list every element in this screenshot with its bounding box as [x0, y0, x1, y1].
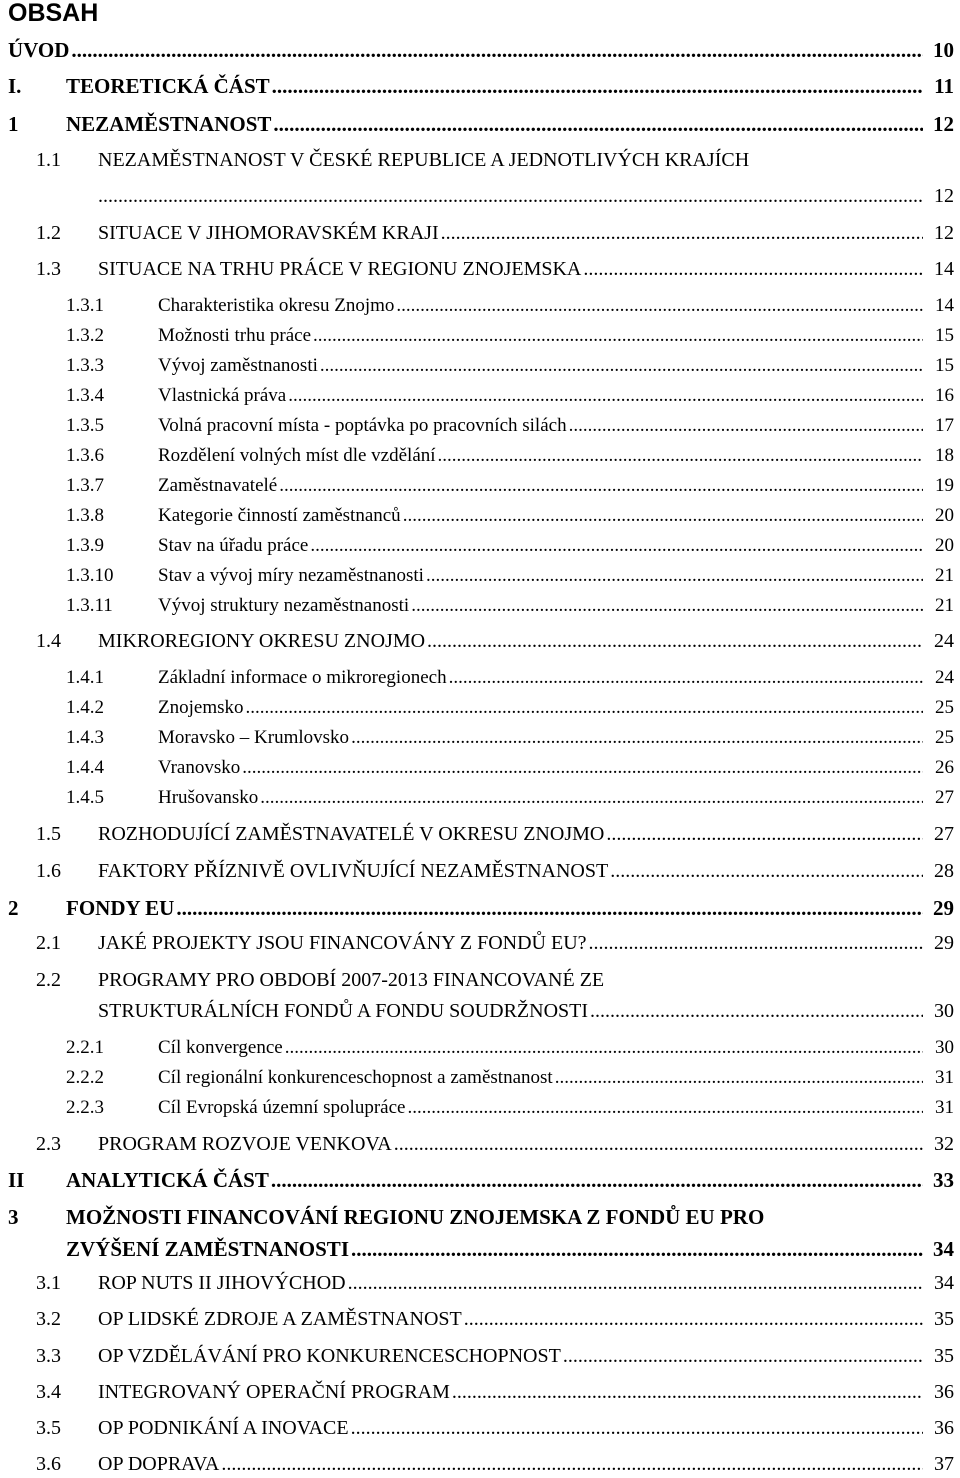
- toc-entry-2-2-2[interactable]: [0, 1064, 960, 1092]
- toc-entry-1-5[interactable]: [0, 820, 960, 848]
- toc-entry-part-2[interactable]: [0, 1166, 960, 1194]
- toc-number: 1.5: [36, 823, 61, 845]
- toc-entry-chapter-1[interactable]: [0, 110, 960, 138]
- toc-number: 1.3.6: [66, 445, 104, 466]
- toc-entry-1-3-3[interactable]: [0, 352, 960, 380]
- toc-entry-3-3[interactable]: [0, 1342, 960, 1370]
- toc-number: 2.2.1: [66, 1037, 104, 1058]
- toc-title: Cíl Evropská územní spolupráce: [158, 1097, 406, 1118]
- dot-leader: [427, 627, 923, 655]
- toc-title: MOŽNOSTI FINANCOVÁNÍ REGIONU ZNOJEMSKA Z FONDŮ EU PRO: [66, 1205, 765, 1229]
- dot-leader: [176, 894, 923, 922]
- toc-entry-2-2[interactable]: [0, 966, 960, 1028]
- toc-number: 1.3.7: [66, 475, 104, 496]
- toc-entry-3-2[interactable]: [0, 1305, 960, 1333]
- toc-number: 3.1: [36, 1272, 61, 1294]
- toc-page: 10: [933, 38, 954, 62]
- toc-number: 1.3.3: [66, 355, 104, 376]
- toc-page: 18: [935, 445, 954, 466]
- toc-page: 15: [935, 325, 954, 346]
- dot-leader: [351, 1235, 923, 1263]
- dot-leader: [563, 1342, 923, 1370]
- toc-page: 17: [935, 415, 954, 436]
- toc-title: OP DOPRAVA: [98, 1453, 220, 1475]
- toc-title: Hrušovansko: [158, 787, 259, 808]
- toc-number: 1.3.9: [66, 535, 104, 556]
- toc-entry-2-2-3[interactable]: [0, 1094, 960, 1122]
- toc-page: 29: [934, 932, 954, 954]
- toc-title: Vývoj struktury nezaměstnanosti: [158, 595, 410, 616]
- toc-number: 1.3.8: [66, 505, 104, 526]
- toc-page: 25: [935, 697, 954, 718]
- toc-entry-3-1[interactable]: [0, 1269, 960, 1297]
- toc-page: 14: [935, 295, 954, 316]
- toc-entry-3-6[interactable]: [0, 1450, 960, 1478]
- toc-entry-2-2-1[interactable]: [0, 1034, 960, 1062]
- toc-entry-1-4-5[interactable]: [0, 784, 960, 812]
- dot-leader: [285, 1034, 923, 1062]
- dot-leader: [273, 110, 923, 138]
- toc-number: 1.4: [36, 630, 61, 652]
- toc-page: 12: [934, 185, 954, 207]
- dot-leader: [246, 694, 924, 722]
- toc-page: 25: [935, 727, 954, 748]
- toc-title-continued: ZVÝŠENÍ ZAMĚSTNANOSTI: [66, 1237, 349, 1261]
- dot-leader: [464, 1305, 923, 1333]
- toc-page: 15: [935, 355, 954, 376]
- toc-title: Cíl konvergence: [158, 1037, 283, 1058]
- toc-number: 1.3.5: [66, 415, 104, 436]
- toc-page: 30: [934, 1000, 954, 1022]
- toc-title: Moravsko – Krumlovsko: [158, 727, 350, 748]
- toc-title: MIKROREGIONY OKRESU ZNOJMO: [98, 630, 426, 652]
- toc-number: 3.3: [36, 1345, 61, 1367]
- toc-page: 35: [934, 1345, 954, 1367]
- toc-number: 1.4.2: [66, 697, 104, 718]
- toc-entry-part-1[interactable]: [0, 72, 960, 100]
- toc-title: OP LIDSKÉ ZDROJE A ZAMĚSTNANOST: [98, 1308, 462, 1330]
- dot-leader: [348, 1269, 923, 1297]
- toc-page: 31: [935, 1097, 954, 1118]
- dot-leader: [271, 1166, 923, 1194]
- toc-entry-chapter-2[interactable]: [0, 894, 960, 922]
- dot-leader: [279, 472, 923, 500]
- toc-title: NEZAMĚSTNANOST V ČESKÉ REPUBLICE A JEDNOTLIVÝCH KRAJÍCH: [98, 149, 750, 171]
- toc-entry-1-1[interactable]: [0, 146, 960, 210]
- dot-leader: [242, 754, 923, 782]
- toc-page: 36: [934, 1417, 954, 1439]
- toc-title: Cíl regionální konkurenceschopnost a zaměstnanost: [158, 1067, 553, 1088]
- toc-title: ANALYTICKÁ ČÁST: [66, 1168, 269, 1192]
- toc-title: Vlastnická práva: [158, 385, 287, 406]
- toc-page: 20: [935, 505, 954, 526]
- toc-title: Volná pracovní místa - poptávka po pracovních silách: [158, 415, 567, 436]
- toc-entry-1-3-9[interactable]: [0, 532, 960, 560]
- toc-page: 24: [935, 667, 954, 688]
- toc-number: 1.1: [36, 149, 61, 171]
- toc-title: Vývoj zaměstnanosti: [158, 355, 318, 376]
- toc-number: 2.3: [36, 1133, 61, 1155]
- dot-leader: [260, 784, 923, 812]
- toc-title: PROGRAM ROZVOJE VENKOVA: [98, 1133, 392, 1155]
- toc-title: OP PODNIKÁNÍ A INOVACE: [98, 1417, 349, 1439]
- toc-number: 2.1: [36, 932, 61, 954]
- toc-entry-2-1[interactable]: [0, 929, 960, 957]
- toc-title: TEORETICKÁ ČÁST: [66, 74, 270, 98]
- dot-leader: [590, 997, 923, 1025]
- toc-number: 3: [8, 1205, 19, 1229]
- toc-number: 1.4.4: [66, 757, 104, 778]
- toc-heading: OBSAH: [8, 0, 99, 27]
- toc-title: PROGRAMY PRO OBDOBÍ 2007-2013 FINANCOVANÉ ZE: [98, 969, 605, 991]
- dot-leader: [411, 592, 923, 620]
- dot-leader: [98, 182, 923, 210]
- dot-leader: [426, 562, 923, 590]
- toc-title: Rozdělení volných míst dle vzdělání: [158, 445, 436, 466]
- dot-leader: [438, 442, 923, 470]
- toc-number: 3.5: [36, 1417, 61, 1439]
- toc-number: I.: [8, 74, 22, 98]
- toc-entry-uvod[interactable]: [0, 36, 960, 64]
- toc-number: 1.4.1: [66, 667, 104, 688]
- toc-entry-2-3[interactable]: [0, 1130, 960, 1158]
- toc-entry-1-4-2[interactable]: [0, 694, 960, 722]
- toc-entry-1-3-10[interactable]: [0, 562, 960, 590]
- dot-leader: [71, 36, 923, 64]
- dot-leader: [407, 1094, 923, 1122]
- toc-page: 20: [935, 535, 954, 556]
- toc-page: 34: [933, 1237, 954, 1261]
- toc-page: 16: [935, 385, 954, 406]
- toc-page: 30: [935, 1037, 954, 1058]
- toc-number: 1.3.2: [66, 325, 104, 346]
- toc-page: 27: [935, 787, 954, 808]
- dot-leader: [569, 412, 923, 440]
- toc-number: 1.6: [36, 860, 61, 882]
- toc-number: 3.2: [36, 1308, 61, 1330]
- dot-leader: [449, 664, 923, 692]
- toc-entry-1-3-7[interactable]: [0, 472, 960, 500]
- dot-leader: [288, 382, 923, 410]
- toc-entry-1-2[interactable]: [0, 219, 960, 247]
- toc-number: 3.6: [36, 1453, 61, 1475]
- toc-title: SITUACE V JIHOMORAVSKÉM KRAJI: [98, 222, 439, 244]
- toc-title: Zaměstnavatelé: [158, 475, 278, 496]
- toc-title: Vranovsko: [158, 757, 241, 778]
- toc-number: 3.4: [36, 1381, 61, 1403]
- toc-number: 1.3: [36, 258, 61, 280]
- toc-title: ROZHODUJÍCÍ ZAMĚSTNAVATELÉ V OKRESU ZNOJMO: [98, 823, 605, 845]
- toc-entry-1-3-4[interactable]: [0, 382, 960, 410]
- dot-leader: [583, 255, 923, 283]
- toc-entry-1-4-3[interactable]: [0, 724, 960, 752]
- toc-page: 28: [934, 860, 954, 882]
- dot-leader: [320, 352, 923, 380]
- dot-leader: [452, 1378, 923, 1406]
- toc-title: NEZAMĚSTNANOST: [66, 112, 272, 136]
- toc-entry-1-3-5[interactable]: [0, 412, 960, 440]
- toc-number: 1.4.3: [66, 727, 104, 748]
- toc-title: INTEGROVANÝ OPERAČNÍ PROGRAM: [98, 1381, 450, 1403]
- toc-entry-1-4-4[interactable]: [0, 754, 960, 782]
- toc-number: 1.3.10: [66, 565, 114, 586]
- toc-entry-1-6[interactable]: [0, 857, 960, 885]
- toc-page: 12: [934, 222, 954, 244]
- toc-number: 2: [8, 896, 19, 920]
- toc-number: 1.2: [36, 222, 61, 244]
- toc-entry-1-3-11[interactable]: [0, 592, 960, 620]
- toc-title: Kategorie činností zaměstnanců: [158, 505, 401, 526]
- toc-title: JAKÉ PROJEKTY JSOU FINANCOVÁNY Z FONDŮ EU?: [98, 932, 587, 954]
- toc-entry-1-3-6[interactable]: [0, 442, 960, 470]
- toc-page: 11: [934, 74, 954, 98]
- toc-title-continued: STRUKTURÁLNÍCH FONDŮ A FONDU SOUDRŽNOSTI: [98, 1000, 589, 1022]
- toc-page: 32: [934, 1133, 954, 1155]
- toc-title: OP VZDĚLÁVÁNÍ PRO KONKURENCESCHOPNOST: [98, 1345, 561, 1367]
- dot-leader: [589, 929, 923, 957]
- toc-title: ROP NUTS II JIHOVÝCHOD: [98, 1272, 346, 1294]
- toc-page: 14: [934, 258, 954, 280]
- dot-leader: [351, 724, 923, 752]
- toc-number: II: [8, 1168, 25, 1192]
- dot-leader: [310, 532, 923, 560]
- toc-number: 1.3.1: [66, 295, 104, 316]
- toc-page: 36: [934, 1381, 954, 1403]
- toc-number: 2.2.3: [66, 1097, 104, 1118]
- dot-leader: [272, 72, 923, 100]
- dot-leader: [610, 857, 923, 885]
- toc-page: 34: [934, 1272, 954, 1294]
- toc-number: 1.3.11: [66, 595, 113, 616]
- toc-page: 27: [934, 823, 954, 845]
- dot-leader: [441, 219, 923, 247]
- dot-leader: [396, 292, 923, 320]
- toc-entry-3-5[interactable]: [0, 1414, 960, 1442]
- toc-page: 37: [934, 1453, 954, 1475]
- toc-number: 1.4.5: [66, 787, 104, 808]
- toc-page: 33: [933, 1168, 954, 1192]
- toc-page: 21: [935, 595, 954, 616]
- dot-leader: [313, 322, 923, 350]
- toc-title: Základní informace o mikroregionech: [158, 667, 447, 688]
- toc-page: 31: [935, 1067, 954, 1088]
- dot-leader: [403, 502, 923, 530]
- toc-number: 2.2.2: [66, 1067, 104, 1088]
- toc-title: Možnosti trhu práce: [158, 325, 312, 346]
- toc-page: 12: [933, 112, 954, 136]
- toc-page: 35: [934, 1308, 954, 1330]
- dot-leader: [394, 1130, 923, 1158]
- toc-page: 29: [933, 896, 954, 920]
- toc-entry-1-3-2[interactable]: [0, 322, 960, 350]
- toc-page: 24: [934, 630, 954, 652]
- toc-title: FONDY EU: [66, 896, 175, 920]
- toc-entry-1-3-1[interactable]: [0, 292, 960, 320]
- toc-title: Stav a vývoj míry nezaměstnanosti: [158, 565, 424, 586]
- toc-number: 1.3.4: [66, 385, 104, 406]
- toc-entry-3-4[interactable]: [0, 1378, 960, 1406]
- toc-entry-1-3-8[interactable]: [0, 502, 960, 530]
- toc-page: 21: [935, 565, 954, 586]
- toc-page: 26: [935, 757, 954, 778]
- toc-entry-1-3[interactable]: [0, 255, 960, 283]
- toc-number: 2.2: [36, 969, 61, 991]
- toc-entry-chapter-3[interactable]: [0, 1203, 960, 1265]
- toc-title: FAKTORY PŘÍZNIVĚ OVLIVŇUJÍCÍ NEZAMĚSTNANOST: [98, 860, 609, 882]
- dot-leader: [221, 1450, 923, 1478]
- toc-page: 19: [935, 475, 954, 496]
- toc-title: Charakteristika okresu Znojmo: [158, 295, 395, 316]
- toc-title: ÚVOD: [8, 38, 70, 62]
- dot-leader: [555, 1064, 923, 1092]
- toc-title: Stav na úřadu práce: [158, 535, 309, 556]
- dot-leader: [606, 820, 923, 848]
- toc-title: Znojemsko: [158, 697, 244, 718]
- toc-number: 1: [8, 112, 19, 136]
- toc-entry-1-4[interactable]: [0, 627, 960, 655]
- toc-title: SITUACE NA TRHU PRÁCE V REGIONU ZNOJEMSKA: [98, 258, 582, 280]
- toc-entry-1-4-1[interactable]: [0, 664, 960, 692]
- dot-leader: [351, 1414, 923, 1442]
